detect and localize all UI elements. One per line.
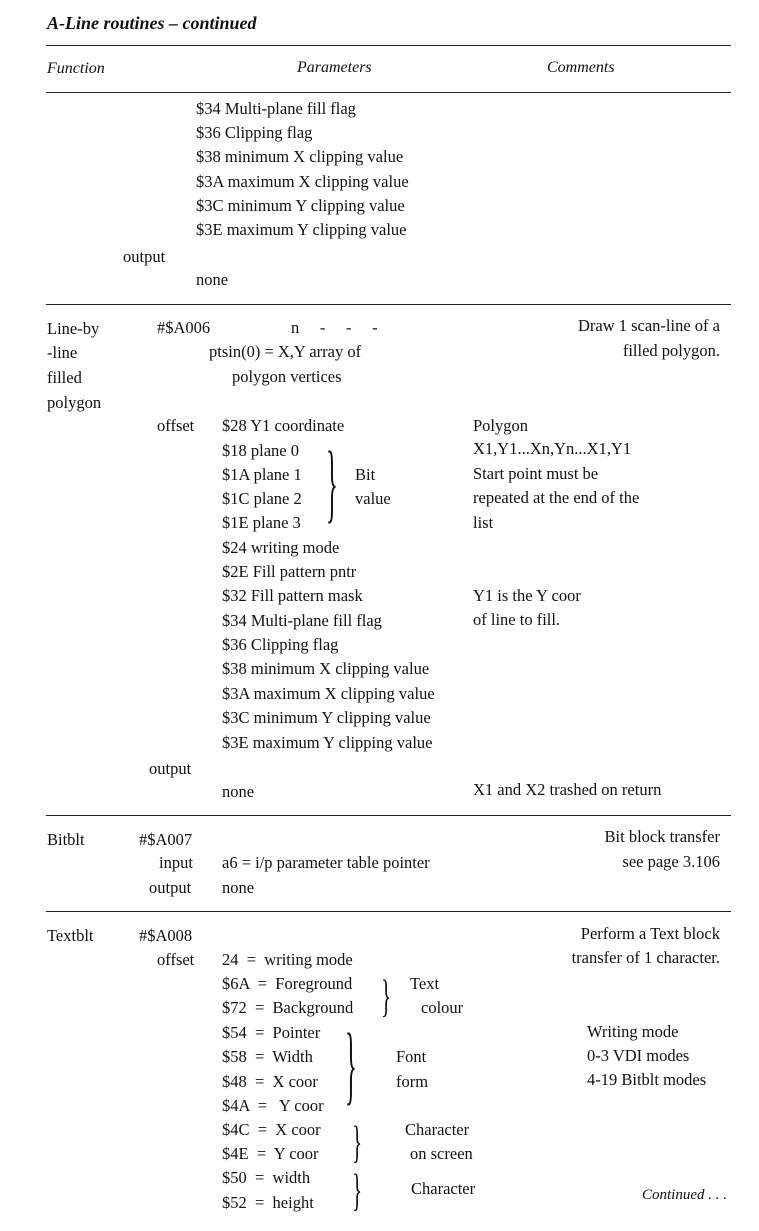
param-line: $34 Multi-plane fill flag xyxy=(222,611,382,630)
ptsin-line: polygon vertices xyxy=(232,367,342,386)
param-line: $32 Fill pattern mask xyxy=(222,586,363,605)
comment-line: Perform a Text block xyxy=(580,924,720,943)
column-header-function: Function xyxy=(47,60,105,77)
function-name: -line xyxy=(47,343,78,362)
comment-line: transfer of 1 character. xyxy=(571,948,720,967)
output-label: output xyxy=(123,247,166,266)
param-line: $36 Clipping flag xyxy=(222,635,339,654)
font-brace: } xyxy=(345,1017,357,1114)
param-line: $3C minimum Y clipping value xyxy=(196,196,405,215)
param-line: $38 minimum X clipping value xyxy=(222,659,430,678)
group-label: value xyxy=(355,489,391,508)
ptsin-line: ptsin(0) = X,Y array of xyxy=(209,342,362,361)
page-title: A-Line routines – continued xyxy=(47,13,257,33)
input-label: input xyxy=(159,853,193,872)
output-note: X1 and X2 trashed on return xyxy=(473,780,662,799)
output-value: none xyxy=(222,782,255,801)
screen-brace: } xyxy=(352,1117,363,1168)
output-label: output xyxy=(149,878,192,897)
section-rule xyxy=(46,304,731,305)
comment-line: filled polygon. xyxy=(622,341,720,360)
header-rule-bottom xyxy=(46,92,731,93)
group-label: colour xyxy=(421,998,464,1017)
param-line: $4C = X coor xyxy=(222,1120,321,1139)
function-name: Line-by xyxy=(47,319,100,338)
group-label: Character xyxy=(405,1120,470,1139)
note-line: repeated at the end of the xyxy=(473,488,640,507)
note-line: Y1 is the Y coor xyxy=(473,586,581,605)
param-line: $6A = Foreground xyxy=(222,974,353,993)
param-line: $48 = X coor xyxy=(222,1072,318,1091)
continued-footer: Continued . . . xyxy=(642,1187,727,1203)
input-value: a6 = i/p parameter table pointer xyxy=(222,853,430,872)
param-line: $3C minimum Y clipping value xyxy=(222,708,431,727)
offset-label: offset xyxy=(157,950,195,969)
function-name: polygon xyxy=(47,393,102,412)
param-line: $4A = Y coor xyxy=(222,1096,324,1115)
comment-line: Bit block transfer xyxy=(604,827,720,846)
opcode: #$A008 xyxy=(139,926,193,945)
param-line: $58 = Width xyxy=(222,1047,313,1066)
note-line: of line to fill. xyxy=(473,610,561,629)
note-line: X1,Y1...Xn,Yn...X1,Y1 xyxy=(473,439,632,458)
comment-line: Draw 1 scan-line of a xyxy=(577,316,720,335)
offset-label: offset xyxy=(157,416,195,435)
section-rule xyxy=(46,815,731,816)
param-line: $3E maximum Y clipping value xyxy=(222,733,433,752)
param-line: $4E = Y coor xyxy=(222,1144,319,1163)
plane-brace: } xyxy=(326,435,338,532)
note-line: list xyxy=(473,513,494,532)
opcode: #$A006 xyxy=(157,318,211,337)
colour-brace: } xyxy=(381,971,392,1022)
group-label: form xyxy=(396,1072,429,1091)
plane-line: $18 plane 0 xyxy=(222,441,299,460)
note-line: Polygon xyxy=(473,416,529,435)
param-line: $28 Y1 coordinate xyxy=(222,416,345,435)
param-line: $36 Clipping flag xyxy=(196,123,313,142)
note-line: Writing mode xyxy=(587,1022,679,1041)
param-line: $52 = height xyxy=(222,1193,314,1212)
function-name: Textblt xyxy=(47,926,94,945)
function-name: Bitblt xyxy=(47,830,85,849)
param-line: $50 = width xyxy=(222,1168,311,1187)
column-header-parameters: Parameters xyxy=(297,59,372,76)
output-value: none xyxy=(222,878,255,897)
plane-line: $1E plane 3 xyxy=(222,513,301,532)
n-args: n - - - xyxy=(291,318,378,337)
param-line: $34 Multi-plane fill flag xyxy=(196,99,356,118)
group-label: Font xyxy=(396,1047,427,1066)
param-line: $3A maximum X clipping value xyxy=(222,684,435,703)
group-label: Character xyxy=(411,1179,476,1198)
group-label: Bit xyxy=(355,465,376,484)
param-line: $24 writing mode xyxy=(222,538,340,557)
function-name: filled xyxy=(47,368,82,387)
param-line: $3A maximum X clipping value xyxy=(196,172,409,191)
plane-line: $1C plane 2 xyxy=(222,489,302,508)
column-header-comments: Comments xyxy=(547,59,615,76)
param-line: $2E Fill pattern pntr xyxy=(222,562,357,581)
opcode: #$A007 xyxy=(139,830,193,849)
note-line: Start point must be xyxy=(473,464,599,483)
comment-line: see page 3.106 xyxy=(622,852,720,871)
note-line: 4-19 Bitblt modes xyxy=(587,1070,707,1089)
output-value: none xyxy=(196,270,229,289)
param-line: 24 = writing mode xyxy=(222,950,353,969)
group-label: Text xyxy=(410,974,440,993)
param-line: $72 = Background xyxy=(222,998,354,1017)
note-line: 0-3 VDI modes xyxy=(587,1046,690,1065)
group-label: on screen xyxy=(410,1144,473,1163)
section-rule xyxy=(46,911,731,912)
param-line: $3E maximum Y clipping value xyxy=(196,220,407,239)
output-label: output xyxy=(149,759,192,778)
char-brace: } xyxy=(352,1165,363,1216)
param-line: $38 minimum X clipping value xyxy=(196,147,404,166)
header-rule-top xyxy=(46,45,731,46)
plane-line: $1A plane 1 xyxy=(222,465,302,484)
param-line: $54 = Pointer xyxy=(222,1023,321,1042)
